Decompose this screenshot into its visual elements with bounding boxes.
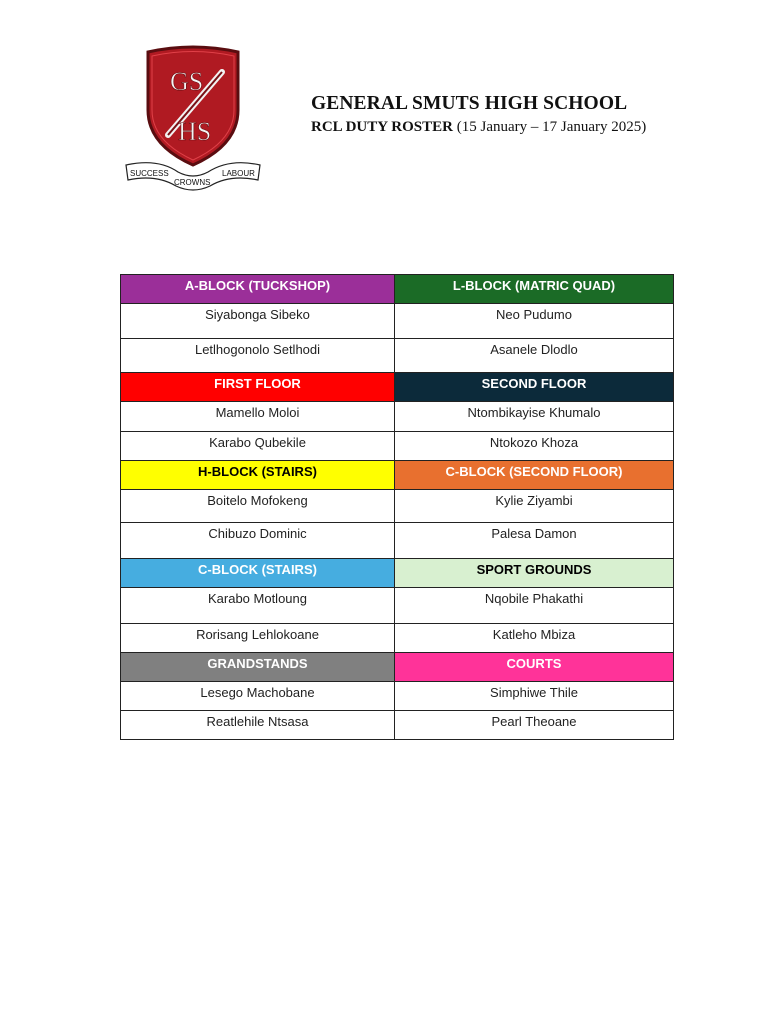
table-row — [121, 559, 674, 588]
crest-initials-bottom: HS — [178, 117, 212, 146]
table-row — [121, 711, 674, 740]
roster-name-cell: Pearl Theoane — [395, 711, 674, 740]
roster-name-cell: Chibuzo Dominic — [121, 523, 395, 559]
school-name: GENERAL SMUTS HIGH SCHOOL — [311, 93, 628, 114]
roster-name-cell: Katleho Mbiza — [395, 624, 674, 653]
roster-name-cell: Asanele Dlodlo — [395, 339, 674, 373]
roster-name-cell: Ntombikayise Khumalo — [395, 402, 674, 432]
crest-initials-top: GS — [170, 67, 204, 96]
header-courts: COURTS — [395, 653, 674, 682]
header-a-block: A-BLOCK (TUCKSHOP) — [121, 275, 395, 304]
duty-roster-table — [120, 274, 674, 740]
roster-name-cell: Boitelo Mofokeng — [121, 490, 395, 523]
roster-name-cell: Lesego Machobane — [121, 682, 395, 711]
roster-name-cell: Neo Pudumo — [395, 304, 674, 339]
table-row — [121, 373, 674, 402]
roster-name-cell: Karabo Qubekile — [121, 432, 395, 461]
table-row — [121, 432, 674, 461]
roster-name-cell: Ntokozo Khoza — [395, 432, 674, 461]
header-first-floor: FIRST FLOOR — [121, 373, 395, 402]
roster-name-cell: Palesa Damon — [395, 523, 674, 559]
header-grandstands: GRANDSTANDS — [121, 653, 395, 682]
table-row — [121, 523, 674, 559]
document-header — [311, 93, 646, 136]
header-c-block-second-floor: C-BLOCK (SECOND FLOOR) — [395, 461, 674, 490]
table-row — [121, 339, 674, 373]
header-sport-grounds: SPORT GROUNDS — [395, 559, 674, 588]
header-second-floor: SECOND FLOOR — [395, 373, 674, 402]
header-h-block: H-BLOCK (STAIRS) — [121, 461, 395, 490]
roster-name-cell: Nqobile Phakathi — [395, 588, 674, 624]
table-row — [121, 402, 674, 432]
table-row — [121, 682, 674, 711]
table-row — [121, 588, 674, 624]
crest-motto-right: LABOUR — [222, 169, 255, 178]
table-row — [121, 653, 674, 682]
table-row — [121, 490, 674, 523]
school-crest-logo — [118, 40, 268, 200]
crest-motto-left: SUCCESS — [130, 169, 169, 178]
roster-name-cell: Rorisang Lehlokoane — [121, 624, 395, 653]
roster-name-cell: Kylie Ziyambi — [395, 490, 674, 523]
roster-dates: (15 January – 17 January 2025) — [452, 119, 647, 135]
roster-name-cell: Simphiwe Thile — [395, 682, 674, 711]
table-row — [121, 275, 674, 304]
header-c-block-stairs: C-BLOCK (STAIRS) — [121, 559, 395, 588]
roster-label: RCL DUTY ROSTER — [311, 119, 453, 135]
crest-motto-middle: CROWNS — [174, 178, 211, 187]
roster-name-cell: Letlhogonolo Setlhodi — [121, 339, 395, 373]
roster-name-cell: Siyabonga Sibeko — [121, 304, 395, 339]
roster-subtitle — [311, 119, 646, 136]
roster-name-cell: Reatlehile Ntsasa — [121, 711, 395, 740]
header-l-block: L-BLOCK (MATRIC QUAD) — [395, 275, 674, 304]
roster-name-cell: Mamello Moloi — [121, 402, 395, 432]
roster-name-cell: Karabo Motloung — [121, 588, 395, 624]
table-row — [121, 304, 674, 339]
table-row — [121, 461, 674, 490]
table-row — [121, 624, 674, 653]
